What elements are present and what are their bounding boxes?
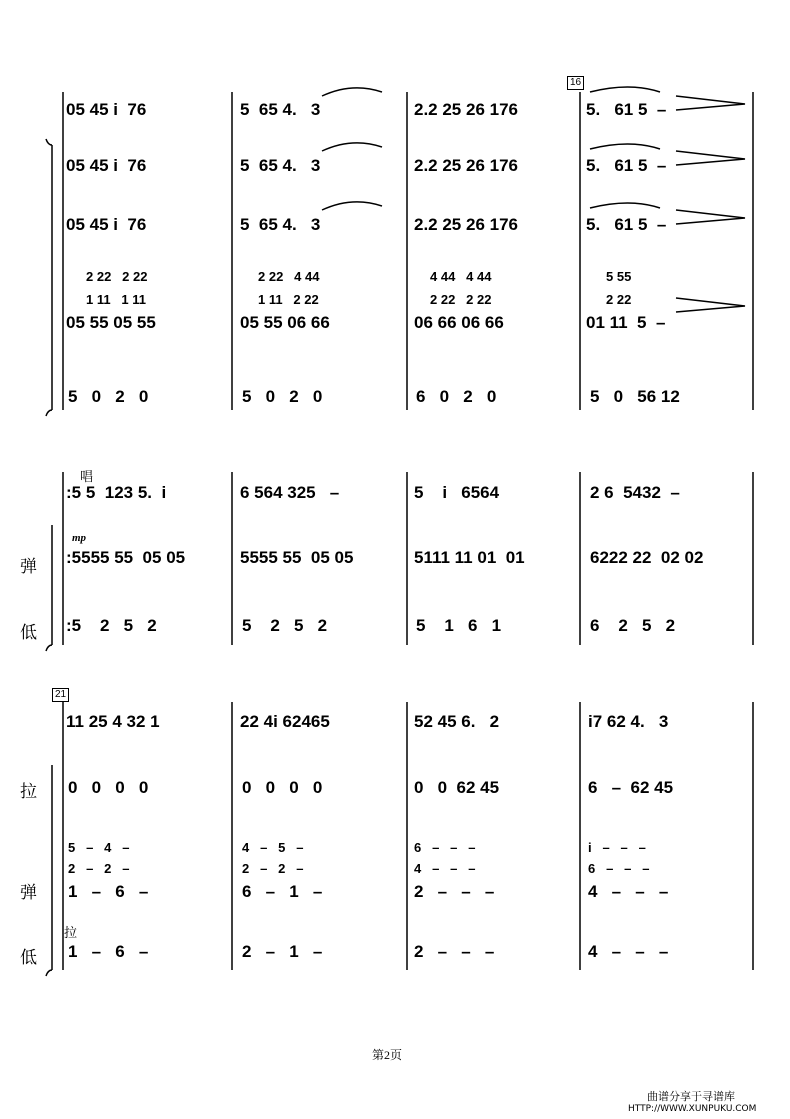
label-chang: 唱 xyxy=(80,470,94,485)
s1-bass-bar4: 5 0 56 12 xyxy=(590,387,680,406)
s1-group-a-bar3: 2.2 25 26 176 xyxy=(414,156,518,175)
s1-group-b-bar3: 2.2 25 26 176 xyxy=(414,215,518,234)
s2-tan-bar4: 6222 22 02 02 xyxy=(590,548,704,567)
s1-bass-bar1: 5 0 2 0 xyxy=(68,387,149,406)
s1-bass-bar3: 6 0 2 0 xyxy=(416,387,497,406)
s3-tan-hi-bar2: 4 – 5 – xyxy=(242,840,304,855)
s3-top-bar3: 52 45 6. 2 xyxy=(414,712,500,731)
s1-chord-mid-bar2: 1 11 2 22 xyxy=(258,292,319,307)
page-number: 第2页 xyxy=(372,1048,403,1062)
label-la: 拉 xyxy=(20,782,37,802)
s3-di-bar3: 2 – – – xyxy=(414,942,495,961)
s3-tan-mid-bar1: 2 – 2 – xyxy=(68,861,130,876)
dynamic-mp: mp xyxy=(72,532,87,544)
s3-la-bar4: 6 – 62 45 xyxy=(588,778,674,797)
watermark-line1: 曲谱分享于寻谱库 xyxy=(647,1090,735,1103)
label-di-2: 低 xyxy=(20,623,37,643)
s3-di-bar4: 4 – – – xyxy=(588,942,669,961)
label-tan-2: 弹 xyxy=(20,557,37,577)
s3-tan-mid-bar4: 6 – – – xyxy=(588,861,650,876)
s2-voice-bar2: 6 564 325 – xyxy=(240,483,340,502)
rehearsal-mark-16: 16 xyxy=(567,76,584,90)
s1-chord-top-bar4: 5 55 xyxy=(606,269,632,284)
s1-group-a-bar4: 5. 61 5 – xyxy=(586,156,667,175)
s3-top-bar4: i7 62 4. 3 xyxy=(588,712,669,731)
s2-voice-bar1: :5 5 123 5. i xyxy=(66,483,167,502)
s3-tan-hi-bar1: 5 – 4 – xyxy=(68,840,130,855)
s2-tan-bar3: 5111 11 01 01 xyxy=(414,548,525,567)
s3-la-bar1: 0 0 0 0 xyxy=(68,778,149,797)
s3-tan-hi-bar4: i – – – xyxy=(588,840,646,855)
s1-chord-top-bar3: 4 44 4 44 xyxy=(430,269,492,284)
s1-chord-low-bar1: 05 55 05 55 xyxy=(66,313,156,332)
s1-group-a-bar1: 05 45 i 76 xyxy=(66,156,147,175)
s1-chord-low-bar2: 05 55 06 66 xyxy=(240,313,330,332)
label-di-3: 低 xyxy=(20,948,37,968)
rehearsal-mark-21: 21 xyxy=(52,688,69,702)
s2-di-bar4: 6 2 5 2 xyxy=(590,616,676,635)
s3-top-bar1: 11 25 4 32 1 xyxy=(66,712,160,731)
s3-tan-hi-bar3: 6 – – – xyxy=(414,840,476,855)
s2-tan-bar1: :5555 55 05 05 xyxy=(66,548,186,567)
s1-melody-bar2: 5 65 4. 3 xyxy=(240,100,321,119)
s3-la-bar3: 0 0 62 45 xyxy=(414,778,500,797)
s1-chord-low-bar4: 01 11 5 – xyxy=(586,313,666,332)
label-tan-3: 弹 xyxy=(20,883,37,903)
s2-tan-bar2: 5555 55 05 05 xyxy=(240,548,354,567)
s3-tan-lo-bar1: 1 – 6 – xyxy=(68,882,149,901)
s1-group-a-bar2: 5 65 4. 3 xyxy=(240,156,321,175)
s3-top-bar2: 22 4i 62465 xyxy=(240,712,330,731)
s1-melody-bar3: 2.2 25 26 176 xyxy=(414,100,518,119)
s3-la-bar2: 0 0 0 0 xyxy=(242,778,323,797)
watermark-line2: HTTP://WWW.XUNPUKU.COM xyxy=(628,1104,757,1114)
s1-chord-mid-bar4: 2 22 xyxy=(606,292,632,307)
s3-di-bar2: 2 – 1 – xyxy=(242,942,323,961)
s1-chord-mid-bar3: 2 22 2 22 xyxy=(430,292,492,307)
s1-group-b-bar4: 5. 61 5 – xyxy=(586,215,667,234)
s1-melody-bar4: 5. 61 5 – xyxy=(586,100,667,119)
s1-group-b-bar2: 5 65 4. 3 xyxy=(240,215,321,234)
s2-voice-bar4: 2 6 5432 – xyxy=(590,483,680,502)
s1-chord-mid-bar1: 1 11 1 11 xyxy=(86,292,147,307)
s1-chord-top-bar1: 2 22 2 22 xyxy=(86,269,148,284)
s3-tan-lo-bar2: 6 – 1 – xyxy=(242,882,323,901)
s3-tan-mid-bar3: 4 – – – xyxy=(414,861,476,876)
s1-bass-bar2: 5 0 2 0 xyxy=(242,387,323,406)
s3-tan-mid-bar2: 2 – 2 – xyxy=(242,861,304,876)
s1-melody-bar1: 05 45 i 76 xyxy=(66,100,147,119)
s3-tan-lo-bar3: 2 – – – xyxy=(414,882,495,901)
s2-di-bar2: 5 2 5 2 xyxy=(242,616,328,635)
s2-di-bar1: :5 2 5 2 xyxy=(66,616,157,635)
label-la-small: 拉 xyxy=(64,926,78,941)
s2-di-bar3: 5 1 6 1 xyxy=(416,616,502,635)
s1-group-b-bar1: 05 45 i 76 xyxy=(66,215,147,234)
s1-chord-low-bar3: 06 66 06 66 xyxy=(414,313,504,332)
s2-voice-bar3: 5 i 6564 xyxy=(414,483,500,502)
s3-di-bar1: 1 – 6 – xyxy=(68,942,149,961)
s3-tan-lo-bar4: 4 – – – xyxy=(588,882,669,901)
s1-chord-top-bar2: 2 22 4 44 xyxy=(258,269,320,284)
